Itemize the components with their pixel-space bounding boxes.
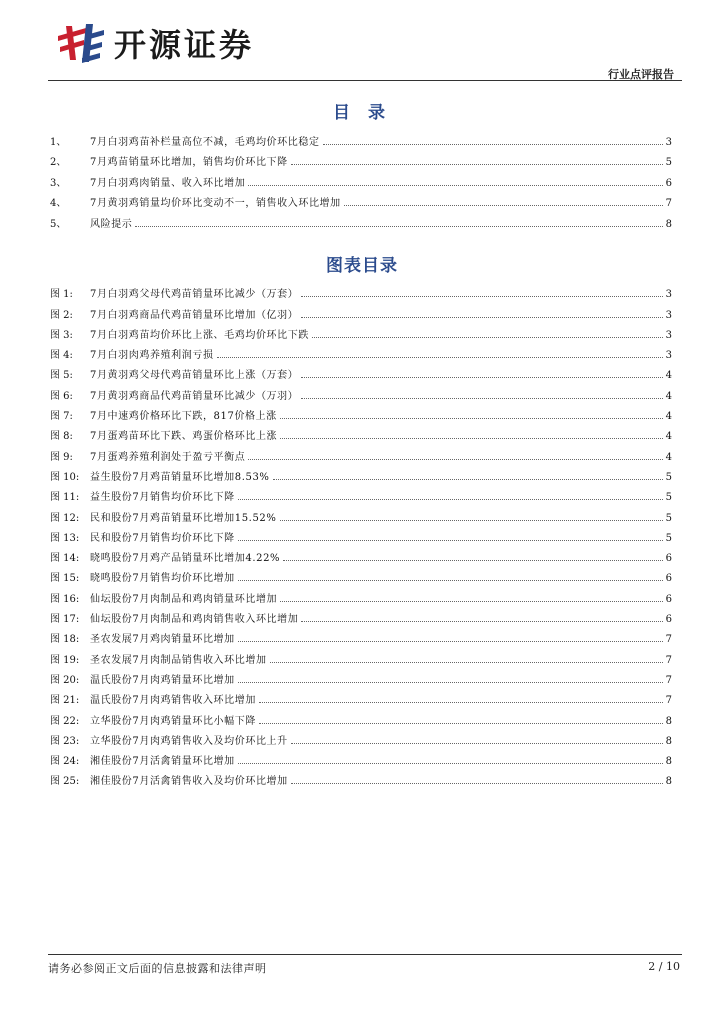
- figure-list-item[interactable]: [50, 442, 672, 462]
- page-header: [48, 18, 682, 82]
- brand-logo: [56, 20, 254, 66]
- figure-list-item-leader-dots: [301, 377, 662, 378]
- figure-list-item-leader-dots: [259, 702, 663, 703]
- figure-list-item-number: 图 21:: [50, 695, 80, 707]
- figure-list-item-number: 图 5:: [50, 370, 73, 382]
- figure-list-item-number: 图 12:: [50, 512, 80, 524]
- figure-list-item-page: 7: [665, 654, 672, 666]
- figure-list-item-number: 图 1:: [50, 289, 73, 301]
- toc-item-number: 3、: [50, 177, 67, 189]
- toc-item-leader-dots: [323, 144, 663, 145]
- figure-list-item-leader-dots: [217, 357, 663, 358]
- toc-item-leader-dots: [291, 164, 663, 165]
- figure-list-item-page: 5: [665, 492, 672, 504]
- figure-list-item-text: 立华股份7月肉鸡销量环比小幅下降: [90, 715, 256, 727]
- figure-list-item-leader-dots: [280, 418, 663, 419]
- figure-list-item[interactable]: [50, 422, 672, 442]
- toc-item-page: 6: [665, 177, 672, 189]
- toc-item-page: 3: [665, 136, 672, 148]
- figure-list-item[interactable]: [50, 584, 672, 604]
- toc-item-number: 4、: [50, 198, 67, 210]
- figure-list-item-page: 3: [665, 350, 672, 362]
- figure-list-item-text: 益生股份7月鸡苗销量环比增加8.53%: [90, 471, 270, 483]
- figure-list-item-number: 图 17:: [50, 614, 80, 626]
- figure-list-item-page: 5: [665, 471, 672, 483]
- footer-divider: [48, 954, 682, 955]
- figure-list-item[interactable]: [50, 381, 672, 401]
- figure-list-item-page: 5: [665, 512, 672, 524]
- toc-item-leader-dots: [344, 205, 663, 206]
- figure-list-item-text: 温氏股份7月肉鸡销量环比增加: [90, 674, 235, 686]
- figure-list-item-leader-dots: [291, 743, 663, 744]
- figure-list-item[interactable]: [50, 605, 672, 625]
- toc-item-number: 1、: [50, 136, 67, 148]
- figure-list-item[interactable]: [50, 483, 672, 503]
- figure-list-item[interactable]: [50, 361, 672, 381]
- figure-list-item-page: 8: [665, 715, 672, 727]
- figure-list-item-leader-dots: [238, 763, 663, 764]
- figure-list-item[interactable]: [50, 321, 672, 341]
- figure-list-item-number: 图 24:: [50, 756, 80, 768]
- figure-list-item-leader-dots: [301, 621, 662, 622]
- toc-item[interactable]: [50, 209, 672, 230]
- toc-item-number: 2、: [50, 157, 67, 169]
- toc-item-leader-dots: [135, 226, 662, 227]
- figure-list-item[interactable]: [50, 463, 672, 483]
- figure-list-item-number: 图 8:: [50, 431, 73, 443]
- figure-list-item-page: 6: [665, 553, 672, 565]
- figure-list-item-leader-dots: [280, 601, 662, 602]
- figure-list-item[interactable]: [50, 727, 672, 747]
- figure-list-item-number: 图 4:: [50, 350, 73, 362]
- figure-list-item-page: 3: [665, 329, 672, 341]
- toc-item-text: 7月白羽鸡苗补栏量高位不减，毛鸡均价环比稳定: [90, 136, 320, 148]
- figure-list-item-page: 7: [665, 695, 672, 707]
- toc-list: [50, 127, 672, 230]
- figure-list-item-text: 7月蛋鸡养殖利润处于盈亏平衡点: [90, 451, 246, 463]
- toc-item[interactable]: [50, 148, 672, 169]
- figure-list-item[interactable]: [50, 767, 672, 787]
- figure-list-item[interactable]: [50, 706, 672, 726]
- figure-list-item-leader-dots: [273, 479, 663, 480]
- figure-list-item-leader-dots: [259, 723, 663, 724]
- figure-list-item-text: 7月白羽鸡苗均价环比上涨、毛鸡均价环比下跌: [90, 329, 309, 341]
- figure-list-item-leader-dots: [301, 296, 662, 297]
- figure-list-item-text: 益生股份7月销售均价环比下降: [90, 492, 235, 504]
- brand-name: 开源证券: [114, 26, 255, 64]
- figure-list-item-text: 7月中速鸡价格环比下跌，817价格上涨: [90, 411, 277, 423]
- toc-item-number: 5、: [50, 218, 67, 230]
- figure-list-item-number: 图 18:: [50, 634, 80, 646]
- figure-list-item[interactable]: [50, 280, 672, 300]
- figure-list-item[interactable]: [50, 402, 672, 422]
- figure-list-item-text: 民和股份7月鸡苗销量环比增加15.52%: [90, 512, 277, 524]
- figure-list-item-number: 图 22:: [50, 715, 80, 727]
- figure-list-item-page: 8: [665, 776, 672, 788]
- toc-item-text: 7月白羽鸡肉销量、收入环比增加: [90, 177, 246, 189]
- figure-list-item-number: 图 13:: [50, 532, 80, 544]
- figure-list-item-number: 图 2:: [50, 309, 73, 321]
- figure-list-item-text: 7月黄羽鸡商品代鸡苗销量环比减少（万羽）: [90, 390, 299, 402]
- figure-list-item[interactable]: [50, 564, 672, 584]
- figure-list-item-text: 7月白羽鸡父母代鸡苗销量环比减少（万套）: [90, 289, 299, 301]
- figure-list-item-text: 晓鸣股份7月销售均价环比增加: [90, 573, 235, 585]
- figure-list-item[interactable]: [50, 341, 672, 361]
- figure-list-item-leader-dots: [301, 317, 662, 318]
- figure-list-item-text: 晓鸣股份7月鸡产品销量环比增加4.22%: [90, 553, 281, 565]
- figure-list-item-page: 4: [665, 411, 672, 423]
- figure-list-item-page: 3: [665, 309, 672, 321]
- figure-list-item[interactable]: [50, 666, 672, 686]
- figure-list-item[interactable]: [50, 503, 672, 523]
- figure-list-item-leader-dots: [238, 682, 663, 683]
- figure-list-item-page: 4: [665, 431, 672, 443]
- figure-list-item-text: 圣农发展7月肉制品销售收入环比增加: [90, 654, 267, 666]
- figure-list-item-leader-dots: [238, 540, 663, 541]
- toc-item-page: 5: [665, 157, 672, 169]
- toc-item-page: 8: [665, 218, 672, 230]
- toc-title: 目 录: [333, 103, 391, 123]
- figure-list-item[interactable]: [50, 625, 672, 645]
- figure-list-item-page: 4: [665, 370, 672, 382]
- figure-list-item-leader-dots: [280, 438, 662, 439]
- figure-list-item-page: 6: [665, 593, 672, 605]
- figure-list-item[interactable]: [50, 524, 672, 544]
- figure-list-item-text: 仙坛股份7月肉制品和鸡肉销售收入环比增加: [90, 614, 299, 626]
- figure-list-item[interactable]: [50, 544, 672, 564]
- figure-list-item-page: 6: [665, 614, 672, 626]
- figure-list-item-number: 图 15:: [50, 573, 80, 585]
- figure-list-item-page: 6: [665, 573, 672, 585]
- figure-list-item-leader-dots: [238, 641, 663, 642]
- figure-list-item-number: 图 20:: [50, 674, 80, 686]
- figure-list-item-page: 5: [665, 532, 672, 544]
- toc-item-leader-dots: [248, 185, 662, 186]
- figure-list-title: 图表目录: [326, 256, 398, 276]
- figure-list-item[interactable]: [50, 300, 672, 320]
- figure-list-item-number: 图 6:: [50, 390, 73, 402]
- figure-list-item-page: 4: [665, 451, 672, 463]
- figure-list-item-page: 7: [665, 674, 672, 686]
- figure-list-item-text: 圣农发展7月鸡肉销量环比增加: [90, 634, 235, 646]
- figure-list-item-leader-dots: [301, 398, 662, 399]
- figure-list-item-text: 7月蛋鸡苗环比下跌、鸡蛋价格环比上涨: [90, 431, 278, 443]
- figure-list-item-number: 图 25:: [50, 776, 80, 788]
- figure-list-item-text: 7月黄羽鸡父母代鸡苗销量环比上涨（万套）: [90, 370, 299, 382]
- figure-list-item-text: 湘佳股份7月活禽销量环比增加: [90, 756, 235, 768]
- figure-list-item-leader-dots: [238, 580, 663, 581]
- header-divider: [48, 80, 682, 81]
- toc-item-page: 7: [665, 198, 672, 210]
- figure-list-item-text: 立华股份7月肉鸡销售收入及均价环比上升: [90, 735, 288, 747]
- figure-list-item-number: 图 14:: [50, 553, 80, 565]
- figure-list-item-text: 民和股份7月销售均价环比下降: [90, 532, 235, 544]
- figure-list-item[interactable]: [50, 747, 672, 767]
- figure-list-item-text: 温氏股份7月肉鸡销售收入环比增加: [90, 695, 256, 707]
- figure-list-item-number: 图 23:: [50, 735, 80, 747]
- figure-list-item[interactable]: [50, 686, 672, 706]
- figure-list-item-text: 仙坛股份7月肉制品和鸡肉销量环比增加: [90, 593, 278, 605]
- figure-list-item-leader-dots: [283, 560, 662, 561]
- figure-list-item-leader-dots: [248, 459, 662, 460]
- toc-item[interactable]: [50, 189, 672, 210]
- toc-item-text: 7月鸡苗销量环比增加，销售均价环比下降: [90, 157, 288, 169]
- toc-item[interactable]: [50, 127, 672, 148]
- figure-list-item-page: 8: [665, 735, 672, 747]
- figure-list-item-page: 7: [665, 634, 672, 646]
- figure-list-item-number: 图 19:: [50, 654, 80, 666]
- report-type-label: 行业点评报告: [608, 68, 674, 81]
- figure-list-item-number: 图 7:: [50, 411, 73, 423]
- figure-list-item-page: 8: [665, 756, 672, 768]
- figure-list-item-number: 图 16:: [50, 593, 80, 605]
- figure-list-item-page: 4: [665, 390, 672, 402]
- figure-list-item-leader-dots: [312, 337, 663, 338]
- figure-list-item-text: 7月白羽鸡商品代鸡苗销量环比增加（亿羽）: [90, 309, 299, 321]
- figure-list-item-page: 3: [665, 289, 672, 301]
- figure-list: [50, 280, 672, 787]
- figure-list-item[interactable]: [50, 645, 672, 665]
- toc-item[interactable]: [50, 168, 672, 189]
- toc-item-text: 风险提示: [90, 218, 133, 230]
- figure-list-item-leader-dots: [291, 783, 663, 784]
- figure-list-item-text: 湘佳股份7月活禽销售收入及均价环比增加: [90, 776, 288, 788]
- figure-list-item-leader-dots: [238, 499, 663, 500]
- footer-disclaimer: 请务必参阅正文后面的信息披露和法律声明: [48, 962, 267, 975]
- figure-list-item-number: 图 9:: [50, 451, 73, 463]
- page-indicator: 2 / 10: [648, 960, 680, 973]
- brand-logo-icon: [56, 20, 106, 66]
- figure-list-item-number: 图 11:: [50, 492, 80, 504]
- toc-item-text: 7月黄羽鸡销量均价环比变动不一，销售收入环比增加: [90, 198, 341, 210]
- figure-list-item-leader-dots: [270, 662, 663, 663]
- figure-list-item-number: 图 10:: [50, 471, 80, 483]
- figure-list-item-leader-dots: [280, 520, 663, 521]
- figure-list-item-number: 图 3:: [50, 329, 73, 341]
- figure-list-item-text: 7月白羽肉鸡养殖利润亏损: [90, 350, 214, 362]
